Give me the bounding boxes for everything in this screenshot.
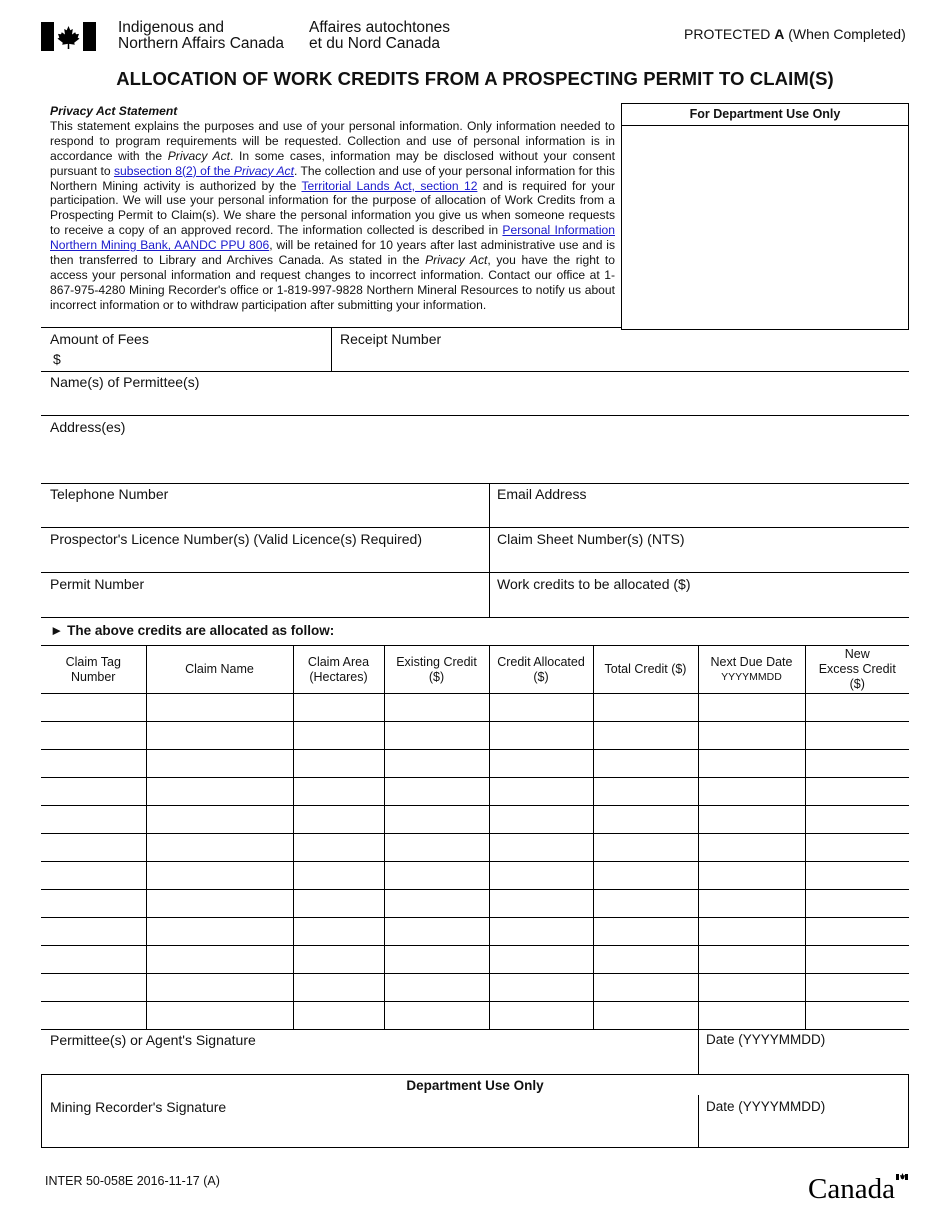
- cell-existing-credit[interactable]: [384, 722, 489, 750]
- cell-claim-name[interactable]: [146, 974, 293, 1002]
- cell-total-credit[interactable]: [593, 834, 698, 862]
- cell-claim-tag-number[interactable]: [41, 1002, 146, 1030]
- work-credits-label: Work credits to be allocated ($): [497, 576, 691, 592]
- cell-next-due-date[interactable]: [698, 722, 805, 750]
- cell-total-credit[interactable]: [593, 1002, 698, 1030]
- cell-credit-allocated[interactable]: [489, 918, 593, 946]
- table-header-row: [41, 646, 909, 694]
- claim-sheet-field[interactable]: [494, 549, 904, 569]
- cell-claim-name[interactable]: [146, 1002, 293, 1030]
- cell-claim-area[interactable]: [293, 918, 384, 946]
- cell-next-due-date[interactable]: [698, 890, 805, 918]
- cell-next-due-date[interactable]: [698, 862, 805, 890]
- cell-claim-tag-number[interactable]: [41, 918, 146, 946]
- cell-new-excess-credit[interactable]: [805, 974, 909, 1002]
- receipt-number-label: Receipt Number: [340, 331, 442, 347]
- divider: [698, 1029, 699, 1074]
- cell-next-due-date[interactable]: [698, 1002, 805, 1030]
- dept-en-line1: Indigenous and: [118, 19, 225, 36]
- svg-text:Canada: Canada: [808, 1173, 895, 1202]
- personal-info-bank-link[interactable]: Personal Information Northern Mining Bank, AANDC PPU 806: [50, 223, 615, 253]
- divider: [41, 371, 909, 372]
- cell-claim-name[interactable]: [146, 694, 293, 722]
- table-row: [41, 694, 909, 722]
- privacy-text: Privacy Act: [167, 148, 231, 163]
- privacy-act-subsection-link[interactable]: subsection 8(2) of the Privacy Act: [113, 163, 294, 178]
- form-title: ALLOCATION OF WORK CREDITS FROM A PROSPECTING PERMIT TO CLAIM(S): [116, 68, 834, 89]
- cell-existing-credit[interactable]: [384, 918, 489, 946]
- protected-suffix: (When Completed): [784, 26, 906, 42]
- dollar-sign: $: [53, 351, 61, 367]
- cell-claim-name[interactable]: [146, 862, 293, 890]
- cell-total-credit[interactable]: [593, 862, 698, 890]
- privacy-text: Privacy Act: [425, 253, 488, 268]
- protected-letter: A: [774, 26, 785, 42]
- cell-claim-area[interactable]: [293, 890, 384, 918]
- cell-claim-area[interactable]: [293, 862, 384, 890]
- table-row: [41, 946, 909, 974]
- privacy-heading: Privacy Act Statement: [50, 104, 178, 118]
- privacy-text: , you have the right to access your personal information and request changes to incorrect information. Contact our office at 1-867-975-4280 Mining Recorder's office or 1-819-997-9828 Northern Mineral Resources to notify us about incorrect information or to withdraw participation after submitting your information.: [50, 253, 615, 312]
- department-name-french: [309, 20, 450, 52]
- dept-en-line2: Northern Affairs Canada: [118, 35, 285, 52]
- cell-credit-allocated[interactable]: [489, 750, 593, 778]
- form-number: INTER 50-058E 2016-11-17 (A): [45, 1174, 220, 1188]
- cell-total-credit[interactable]: [593, 946, 698, 974]
- cell-claim-tag-number[interactable]: [41, 890, 146, 918]
- department-name-english: [118, 20, 284, 52]
- cell-existing-credit[interactable]: [384, 946, 489, 974]
- licence-field[interactable]: [45, 549, 485, 569]
- department-use-section: [41, 1074, 909, 1148]
- cell-claim-tag-number[interactable]: [41, 946, 146, 974]
- cell-claim-name[interactable]: [146, 946, 293, 974]
- divider: [489, 483, 490, 617]
- cell-new-excess-credit[interactable]: [805, 778, 909, 806]
- cell-claim-area[interactable]: [293, 806, 384, 834]
- cell-claim-name[interactable]: [146, 834, 293, 862]
- table-row: [41, 834, 909, 862]
- cell-credit-allocated[interactable]: [489, 862, 593, 890]
- cell-next-due-date[interactable]: [698, 750, 805, 778]
- territorial-lands-act-link[interactable]: Territorial Lands Act, section 12: [301, 178, 478, 193]
- receipt-number-field[interactable]: [336, 348, 906, 368]
- cell-credit-allocated[interactable]: [489, 834, 593, 862]
- work-credits-field[interactable]: [494, 594, 904, 614]
- email-field[interactable]: [494, 504, 904, 524]
- amount-of-fees-label: Amount of Fees: [50, 331, 149, 347]
- cell-total-credit[interactable]: [593, 694, 698, 722]
- cell-total-credit[interactable]: [593, 722, 698, 750]
- recorder-signature-label: Mining Recorder's Signature: [50, 1099, 227, 1115]
- canada-wordmark-logo: [808, 1170, 910, 1202]
- dept-fr-line1: Affaires autochtones: [309, 19, 451, 36]
- cell-credit-allocated[interactable]: [489, 778, 593, 806]
- cell-claim-name[interactable]: [146, 890, 293, 918]
- cell-credit-allocated[interactable]: [489, 722, 593, 750]
- department-use-box: [621, 103, 909, 330]
- department-use-heading: For Department Use Only: [622, 104, 908, 126]
- cell-new-excess-credit[interactable]: [805, 918, 909, 946]
- cell-new-excess-credit[interactable]: [805, 890, 909, 918]
- cell-claim-area[interactable]: [293, 694, 384, 722]
- cell-existing-credit[interactable]: [384, 1002, 489, 1030]
- cell-new-excess-credit[interactable]: [805, 750, 909, 778]
- permittee-names-field[interactable]: [45, 392, 905, 412]
- addresses-field[interactable]: [45, 438, 905, 480]
- permit-number-field[interactable]: [45, 594, 485, 614]
- cell-claim-name[interactable]: [146, 750, 293, 778]
- cell-next-due-date[interactable]: [698, 834, 805, 862]
- cell-existing-credit[interactable]: [384, 806, 489, 834]
- department-use-only-heading: Department Use Only: [406, 1078, 544, 1093]
- cell-existing-credit[interactable]: [384, 694, 489, 722]
- col-new-excess-credit: New Excess Credit ($): [805, 646, 909, 694]
- date-field[interactable]: [703, 1050, 905, 1070]
- permittee-names-label: Name(s) of Permittee(s): [50, 374, 200, 390]
- col-total-credit: Total Credit ($): [593, 646, 698, 694]
- table-row: [41, 918, 909, 946]
- col-claim-tag-number: Claim Tag Number: [41, 646, 146, 694]
- divider: [41, 483, 909, 484]
- cell-next-due-date[interactable]: [698, 694, 805, 722]
- cell-claim-tag-number[interactable]: [41, 862, 146, 890]
- cell-next-due-date[interactable]: [698, 974, 805, 1002]
- protected-notice: [684, 26, 906, 42]
- cell-new-excess-credit[interactable]: [805, 862, 909, 890]
- cell-credit-allocated[interactable]: [489, 1002, 593, 1030]
- cell-credit-allocated[interactable]: [489, 694, 593, 722]
- divider: [41, 617, 909, 618]
- privacy-text: This statement explains the purposes and use of your personal information. Only information needed to respond to program requirements will be requested. Collection and use of personal information is in accordance with the: [50, 118, 615, 163]
- table-row: [41, 1002, 909, 1030]
- addresses-label: Address(es): [50, 419, 126, 435]
- cell-existing-credit[interactable]: [384, 890, 489, 918]
- cell-existing-credit[interactable]: [384, 974, 489, 1002]
- licence-label: Prospector's Licence Number(s) (Valid Licence(s) Required): [50, 531, 422, 547]
- email-label: Email Address: [497, 486, 587, 502]
- cell-claim-tag-number[interactable]: [41, 750, 146, 778]
- telephone-field[interactable]: [45, 504, 485, 524]
- cell-new-excess-credit[interactable]: [805, 694, 909, 722]
- cell-claim-tag-number[interactable]: [41, 974, 146, 1002]
- cell-claim-area[interactable]: [293, 778, 384, 806]
- divider: [41, 572, 909, 573]
- cell-existing-credit[interactable]: [384, 862, 489, 890]
- table-row: [41, 750, 909, 778]
- cell-next-due-date[interactable]: [698, 806, 805, 834]
- cell-claim-area[interactable]: [293, 1002, 384, 1030]
- privacy-statement: [50, 104, 615, 313]
- divider: [698, 1095, 699, 1148]
- cell-total-credit[interactable]: [593, 918, 698, 946]
- allocation-heading: ► The above credits are allocated as follow:: [50, 623, 335, 638]
- cell-claim-area[interactable]: [293, 722, 384, 750]
- cell-credit-allocated[interactable]: [489, 946, 593, 974]
- cell-credit-allocated[interactable]: [489, 890, 593, 918]
- cell-total-credit[interactable]: [593, 750, 698, 778]
- privacy-text: . The collection and use of your personal information for this Northern Mining activity is authorized by the: [50, 163, 615, 193]
- protected-prefix: PROTECTED: [684, 26, 775, 42]
- cell-claim-tag-number[interactable]: [41, 834, 146, 862]
- permittee-signature-label: Permittee(s) or Agent's Signature: [50, 1032, 256, 1048]
- cell-claim-area[interactable]: [293, 974, 384, 1002]
- cell-claim-tag-number[interactable]: [41, 722, 146, 750]
- cell-claim-name[interactable]: [146, 722, 293, 750]
- table-row: [41, 862, 909, 890]
- cell-claim-tag-number[interactable]: [41, 806, 146, 834]
- table-row: [41, 974, 909, 1002]
- cell-claim-area[interactable]: [293, 946, 384, 974]
- cell-claim-name[interactable]: [146, 806, 293, 834]
- col-credit-allocated: Credit Allocated ($): [489, 646, 593, 694]
- telephone-label: Telephone Number: [50, 486, 169, 502]
- cell-total-credit[interactable]: [593, 806, 698, 834]
- cell-new-excess-credit[interactable]: [805, 806, 909, 834]
- col-existing-credit: Existing Credit ($): [384, 646, 489, 694]
- canada-flag-icon: [41, 22, 96, 51]
- credits-table: [41, 645, 909, 1030]
- divider: [41, 527, 909, 528]
- claim-sheet-label: Claim Sheet Number(s) (NTS): [497, 531, 685, 547]
- cell-credit-allocated[interactable]: [489, 806, 593, 834]
- cell-next-due-date[interactable]: [698, 778, 805, 806]
- cell-existing-credit[interactable]: [384, 750, 489, 778]
- cell-new-excess-credit[interactable]: [805, 834, 909, 862]
- cell-claim-name[interactable]: [146, 778, 293, 806]
- privacy-text: , will be retained for 10 years after last administrative use and is then transferred to Library and Archives Canada. As stated in the: [50, 238, 615, 268]
- cell-existing-credit[interactable]: [384, 778, 489, 806]
- table-row: [41, 778, 909, 806]
- table-row: [41, 806, 909, 834]
- cell-credit-allocated[interactable]: [489, 974, 593, 1002]
- table-row: [41, 722, 909, 750]
- col-next-due-date: Next Due Date YYYYMMDD: [698, 646, 805, 694]
- cell-claim-area[interactable]: [293, 750, 384, 778]
- permittee-signature-field[interactable]: [45, 1050, 693, 1070]
- cell-total-credit[interactable]: [593, 778, 698, 806]
- cell-claim-tag-number[interactable]: [41, 778, 146, 806]
- cell-new-excess-credit[interactable]: [805, 946, 909, 974]
- cell-total-credit[interactable]: [593, 890, 698, 918]
- privacy-text: . In some cases, information may be disclosed without your consent pursuant to: [50, 148, 615, 178]
- col-claim-name: Claim Name: [146, 646, 293, 694]
- permit-number-label: Permit Number: [50, 576, 145, 592]
- privacy-text: and is required for your participation. We will use your personal information for the purpose of allocation of Work Credits from a Prospecting Permit to Claim(s). We share the personal information you give us when someone requests to receive a copy of an approved record. The information collected is described in: [50, 178, 615, 238]
- dept-fr-line2: et du Nord Canada: [309, 35, 440, 52]
- table-row: [41, 890, 909, 918]
- cell-claim-tag-number[interactable]: [41, 694, 146, 722]
- cell-next-due-date[interactable]: [698, 946, 805, 974]
- cell-claim-name[interactable]: [146, 918, 293, 946]
- date-label: Date (YYYYMMDD): [706, 1032, 826, 1047]
- cell-total-credit[interactable]: [593, 974, 698, 1002]
- cell-new-excess-credit[interactable]: [805, 1002, 909, 1030]
- divider: [331, 327, 332, 371]
- cell-next-due-date[interactable]: [698, 918, 805, 946]
- amount-of-fees-field[interactable]: [64, 350, 324, 368]
- col-claim-area: Claim Area (Hectares): [293, 646, 384, 694]
- cell-new-excess-credit[interactable]: [805, 722, 909, 750]
- cell-existing-credit[interactable]: [384, 834, 489, 862]
- divider: [41, 415, 909, 416]
- recorder-date-label: Date (YYYYMMDD): [706, 1099, 826, 1114]
- cell-claim-area[interactable]: [293, 834, 384, 862]
